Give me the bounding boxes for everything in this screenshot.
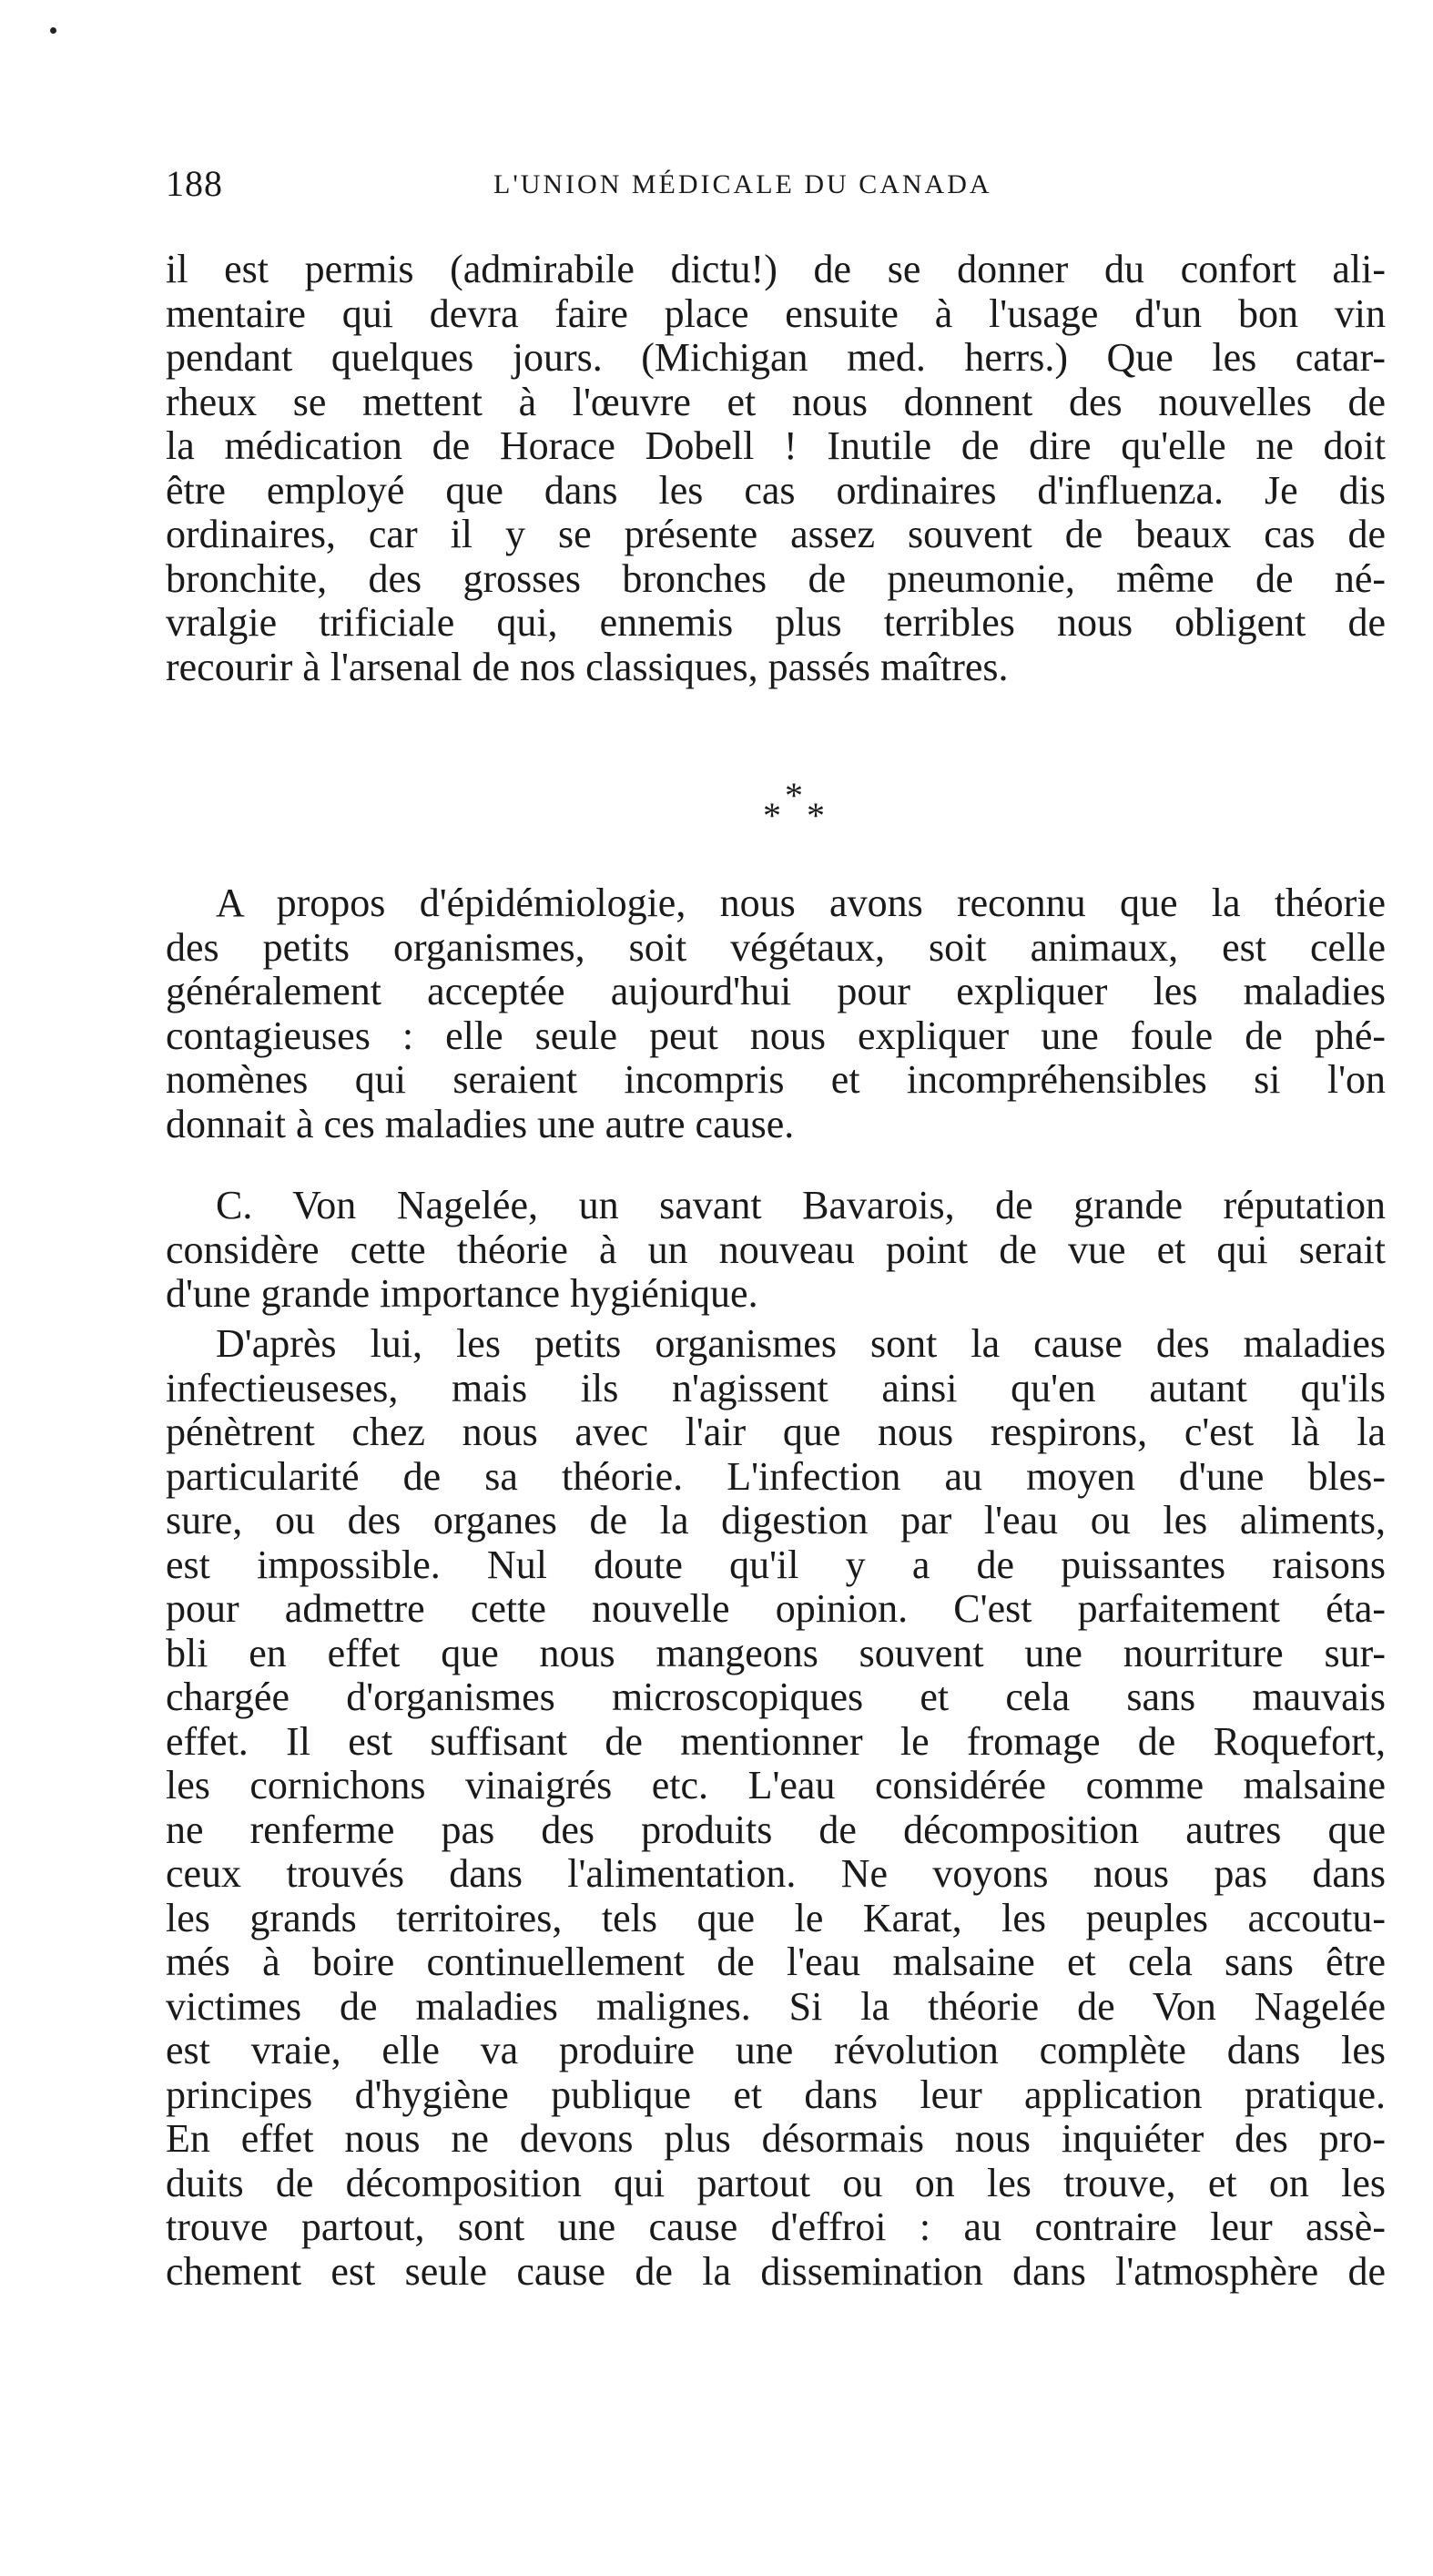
text-line: C. Von Nagelée, un savant Bavarois, de grande réputation <box>216 1183 1386 1227</box>
text-line: duits de décomposition qui partout ou on les trouve, et on les <box>166 2160 1386 2205</box>
running-title: L'UNION MÉDICALE DU CANADA <box>493 169 992 199</box>
text-line: particularité de sa théorie. L'infection au moyen d'une bles- <box>166 1453 1386 1499</box>
text-line: D'après lui, les petits organismes sont la cause des maladies <box>216 1321 1386 1366</box>
text-line: chargée d'organismes microscopiques et cela sans mauvais <box>166 1675 1386 1719</box>
paragraph-4 <box>166 1322 1386 2294</box>
text-line: vralgie trificiale qui, ennemis plus terribles nous obligent de <box>166 600 1386 645</box>
text-line: trouve partout, sont une cause d'effroi : au contraire leur assè- <box>166 2204 1386 2249</box>
text-line: est impossible. Nul doute qu'il y a de puissantes raisons <box>166 1542 1386 1587</box>
text-line: la médication de Horace Dobell ! Inutile de dire qu'elle ne doit <box>166 423 1386 468</box>
section-separator-asterism <box>756 772 838 836</box>
paragraph-2 <box>166 881 1386 1146</box>
text-line: sure, ou des organes de la digestion par l'eau ou les aliments, <box>166 1498 1386 1543</box>
page-header <box>166 162 1386 217</box>
text-line: ceux trouvés dans l'alimentation. Ne voyons nous pas dans <box>166 1851 1386 1896</box>
text-line: pendant quelques jours. (Michigan med. herrs.) Que les catar- <box>166 335 1386 380</box>
text-line: ordinaires, car il y se présente assez souvent de beaux cas de <box>166 512 1386 556</box>
text-line: d'une grande importance hygiénique. <box>166 1271 758 1316</box>
text-line: les cornichons vinaigrés etc. L'eau considérée comme malsaine <box>166 1763 1386 1807</box>
text-line: A propos d'épidémiologie, nous avons reconnu que la théorie <box>216 881 1386 925</box>
text-line: les grands territoires, tels que le Karat, les peuples accoutu- <box>166 1895 1386 1940</box>
asterisk-glyph: * <box>763 795 781 836</box>
text-line: pour admettre cette nouvelle opinion. C'est parfaitement éta- <box>166 1586 1386 1631</box>
paragraph-1 <box>166 248 1386 689</box>
text-line: més à boire continuellement de l'eau malsaine et cela sans être <box>166 1940 1386 1984</box>
text-line: donnait à ces maladies une autre cause. <box>166 1101 795 1146</box>
text-line: des petits organismes, soit végétaux, soit animaux, est celle <box>166 924 1386 970</box>
text-line: bli en effet que nous mangeons souvent une nourriture sur- <box>166 1630 1386 1675</box>
text-line: ne renferme pas des produits de décomposition autres que <box>166 1807 1386 1852</box>
text-line: En effet nous ne devons plus désormais nous inquiéter des pro- <box>166 2116 1386 2161</box>
text-line: il est permis (admirabile dictu!) de se donner du confort ali- <box>166 247 1386 291</box>
paragraph-3 <box>166 1184 1386 1317</box>
text-line: est vraie, elle va produire une révolution complète dans les <box>166 2028 1386 2072</box>
text-line: généralement acceptée aujourd'hui pour expliquer les maladies <box>166 969 1386 1013</box>
text-line: nomènes qui seraient incompris et incompréhensibles si l'on <box>166 1057 1386 1102</box>
ink-speck <box>50 27 56 34</box>
text-line: chement est seule cause de la dissemination dans l'atmosphère de <box>166 2248 1386 2294</box>
asterisk-glyph: * <box>807 795 825 836</box>
text-line: victimes de maladies malignes. Si la théorie de Von Nagelée <box>166 1983 1386 2029</box>
text-line: bronchite, des grosses bronches de pneumonie, même de né- <box>166 555 1386 601</box>
text-line: considère cette théorie à un nouveau point de vue et qui serait <box>166 1227 1386 1272</box>
text-line: contagieuses : elle seule peut nous expliquer une foule de phé- <box>166 1013 1386 1058</box>
text-line: être employé que dans les cas ordinaires d'influenza. Je dis <box>166 467 1386 513</box>
text-line: infectieuseses, mais ils n'agissent ainsi qu'en autant qu'ils <box>166 1365 1386 1410</box>
page-number: 188 <box>166 163 223 204</box>
text-line: effet. Il est suffisant de mentionner le fromage de Roquefort, <box>166 1718 1386 1764</box>
text-line: principes d'hygiène publique et dans leur application pratique. <box>166 2072 1386 2117</box>
text-line: mentaire qui devra faire place ensuite à l'usage d'un bon vin <box>166 290 1386 336</box>
text-line: pénètrent chez nous avec l'air que nous respirons, c'est là la <box>166 1410 1386 1454</box>
asterisk-glyph: * <box>785 775 803 816</box>
text-line: rheux se mettent à l'œuvre et nous donnent des nouvelles de <box>166 379 1386 424</box>
text-line: recourir à l'arsenal de nos classiques, passés maîtres. <box>166 644 1009 689</box>
